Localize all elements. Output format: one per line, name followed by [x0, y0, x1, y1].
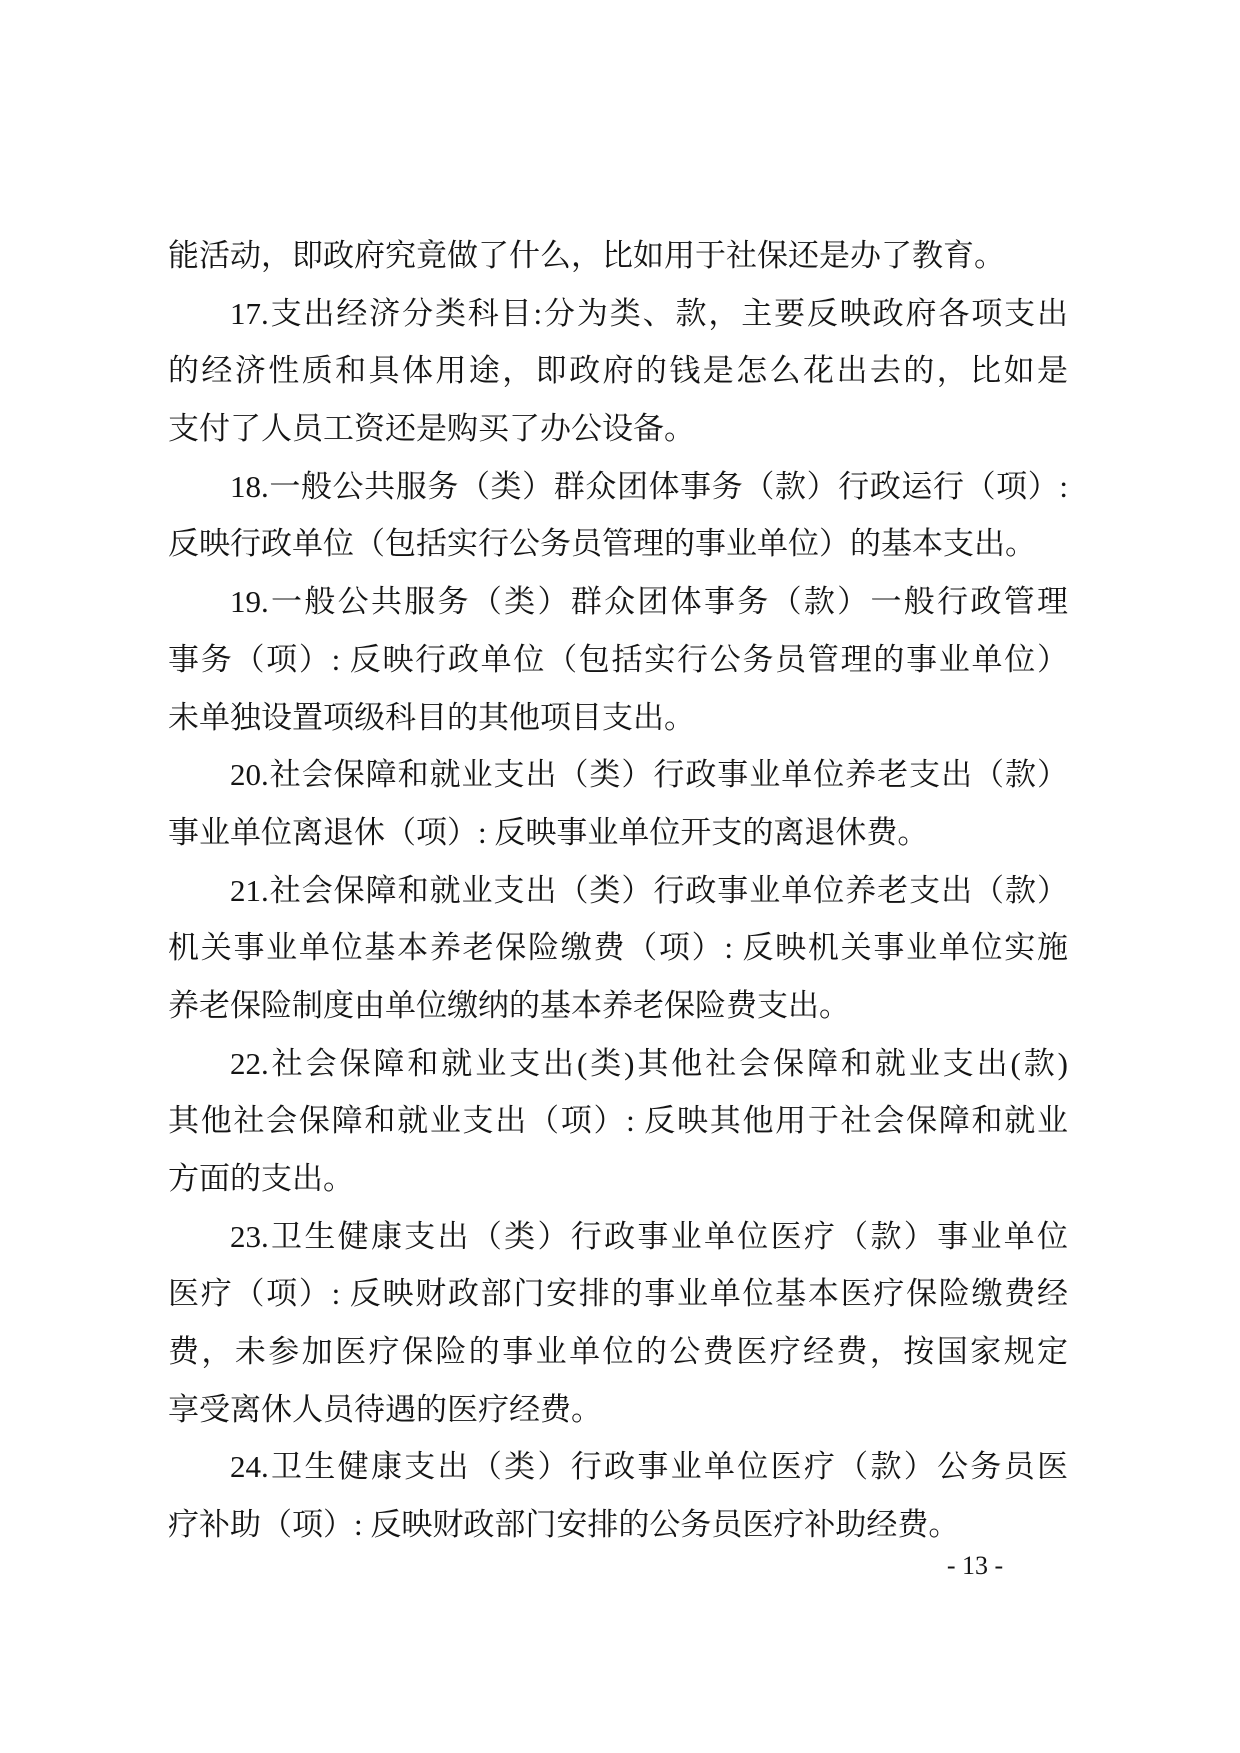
item-23: [168, 1208, 1068, 1439]
paragraph-line: 18.一般公共服务（类）群众团体事务（款）行政运行（项）:: [230, 468, 1068, 504]
item-22: [168, 1035, 1068, 1208]
paragraph-line: 机关事业单位基本养老保险缴费（项）: 反映机关事业单位实施: [168, 930, 1068, 966]
paragraph-line: 能活动，即政府究竟做了什么，比如用于社保还是办了教育。: [168, 238, 1005, 273]
paragraph-line: 23.卫生健康支出（类）行政事业单位医疗（款）事业单位: [230, 1218, 1068, 1254]
paragraph-line: 24.卫生健康支出（类）行政事业单位医疗（款）公务员医: [230, 1449, 1068, 1485]
paragraph-line: 其他社会保障和就业支出（项）: 反映其他用于社会保障和就业: [168, 1103, 1068, 1139]
paragraph-line: 事业单位离退休（项）: 反映事业单位开支的离退休费。: [168, 814, 929, 850]
paragraph-line: 养老保险制度由单位缴纳的基本养老保险费支出。: [168, 987, 850, 1023]
item-20: [168, 746, 1068, 861]
paragraph-line: 疗补助（项）: 反映财政部门安排的公务员医疗补助经费。: [168, 1507, 960, 1543]
paragraph-line: 支付了人员工资还是购买了办公设备。: [168, 411, 695, 447]
page-number: - 13 -: [946, 1551, 1004, 1580]
paragraph-line: 17.支出经济分类科目:分为类、款，主要反映政府各项支出: [230, 295, 1068, 331]
paragraph-line: 的经济性质和具体用途，即政府的钱是怎么花出去的，比如是: [168, 353, 1068, 389]
item-18: [168, 458, 1068, 573]
paragraph-line: 21.社会保障和就业支出（类）行政事业单位养老支出（款）: [230, 872, 1068, 908]
paragraph-line: 享受离休人员待遇的医疗经费。: [168, 1391, 602, 1427]
continued-paragraph: [168, 227, 1068, 285]
paragraph-line: 费，未参加医疗保险的事业单位的公费医疗经费，按国家规定: [168, 1334, 1068, 1370]
item-19: [168, 573, 1068, 746]
paragraph-line: 未单独设置项级科目的其他项目支出。: [168, 699, 695, 735]
paragraph-line: 20.社会保障和就业支出（类）行政事业单位养老支出（款）: [230, 757, 1068, 793]
paragraph-line: 医疗（项）: 反映财政部门安排的事业单位基本医疗保险缴费经: [168, 1276, 1068, 1312]
paragraph-line: 22.社会保障和就业支出(类)其他社会保障和就业支出(款): [230, 1045, 1068, 1081]
paragraph-line: 19.一般公共服务（类）群众团体事务（款）一般行政管理: [230, 584, 1068, 620]
item-24: [168, 1438, 1068, 1553]
item-21: [168, 862, 1068, 1035]
paragraph-line: 事务（项）: 反映行政单位（包括实行公务员管理的事业单位）: [168, 641, 1068, 677]
paragraph-line: 反映行政单位（包括实行公务员管理的事业单位）的基本支出。: [168, 526, 1036, 562]
item-17: [168, 285, 1068, 458]
paragraph-line: 方面的支出。: [168, 1161, 354, 1196]
body-text: [168, 227, 1068, 1554]
